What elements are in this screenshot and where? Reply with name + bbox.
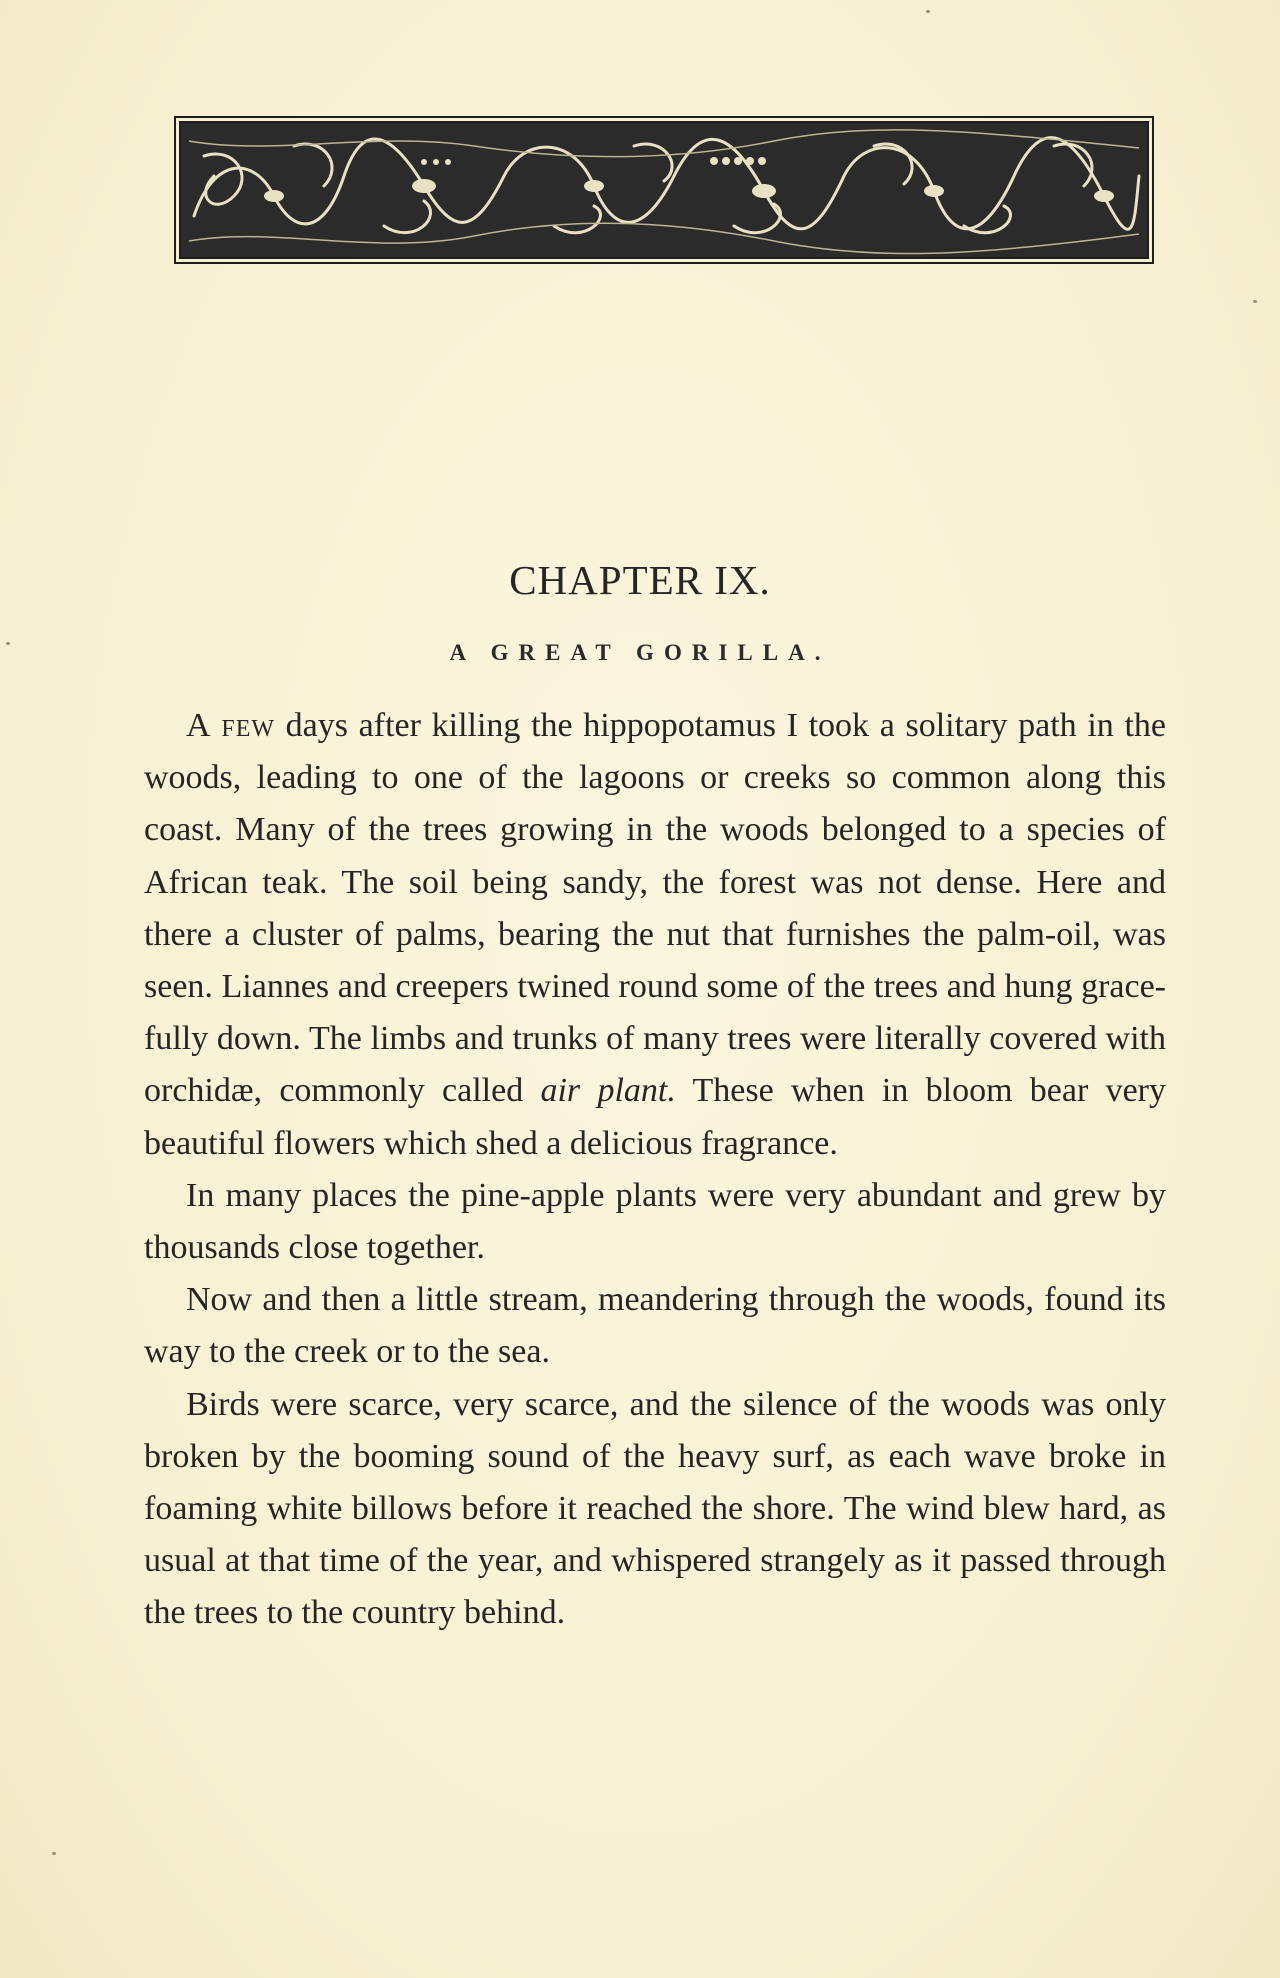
paragraph-text: These when in bloom bear very beautiful flowers which shed a delicious fragrance. xyxy=(144,1072,1166,1162)
paragraph xyxy=(144,700,1166,1170)
floral-scroll-ornament-icon xyxy=(174,116,1154,264)
paragraph: In many places the pine-apple plants were very abundant and grew by thousands close together. xyxy=(144,1176,1166,1267)
paragraph: Now and then a little stream, meandering through the woods, found its way to the creek or to the sea. xyxy=(144,1281,1166,1371)
chapter-subtitle: A GREAT GORILLA. xyxy=(449,640,831,665)
paragraph-lead: A few xyxy=(186,707,276,744)
paper-speck xyxy=(6,642,10,645)
italic-term: air plant. xyxy=(540,1072,676,1110)
paper-speck xyxy=(52,1852,56,1855)
paper-speck xyxy=(1253,300,1257,303)
paragraph: Birds were scarce, very scarce, and the silence of the woods was only broken by the booming sound of the heavy surf, as each wave broke in foaming white billows before it reached the shore. The wind blew hard, as usual at that time of the year, and whispered strangely as it passed through the trees to the country behind. xyxy=(144,1385,1166,1632)
chapter-body xyxy=(144,700,1166,1640)
paragraph-text: days after killing the hippopotamus I took a solitary path in the woods, leading to one of the lagoons or creeks so common along this coast. Many of the trees growing in the woods belonged to a species of African teak. The soil being sandy, the forest was not dense. Here and there a cluster of palms, bearing the nut that furnishes the palm-oil, was seen. Liannes and creepers twined round some of the trees and hung gracefully down. The limbs and trunks of many trees were literally covered with orchidæ, commonly called xyxy=(144,707,1166,1110)
chapter-heading: CHAPTER IX. xyxy=(509,557,771,603)
paper-speck xyxy=(926,10,930,13)
